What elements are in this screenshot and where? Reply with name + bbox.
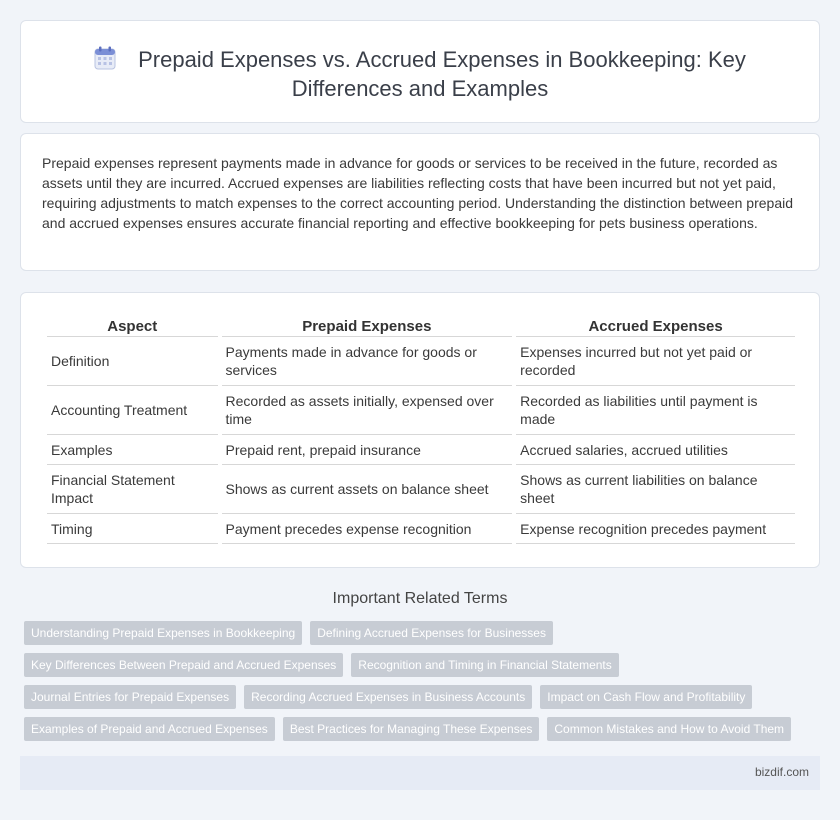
cell-aspect: Timing [47, 514, 218, 544]
related-term-tag[interactable]: Recording Accrued Expenses in Business Accounts [244, 685, 532, 709]
related-term-tag[interactable]: Best Practices for Managing These Expenses [283, 717, 540, 741]
related-term-tag[interactable]: Key Differences Between Prepaid and Accrued Expenses [24, 653, 343, 677]
footer-bar [20, 756, 820, 790]
cell-aspect: Accounting Treatment [47, 386, 218, 435]
header-accrued: Accrued Expenses [516, 314, 795, 337]
intro-paragraph: Prepaid expenses represent payments made in advance for goods or services to be received in the future, recorded as assets until they are incurred. Accrued expenses are liabilities reflecting costs that have been incurred but not yet paid, requiring adjustments to match expenses to the correct accounting period. Understanding the distinction between prepaid and accrued expenses ensures accurate financial reporting and effective bookkeeping for pets business operations. [42, 155, 794, 231]
related-term-tag[interactable]: Journal Entries for Prepaid Expenses [24, 685, 236, 709]
cell-accrued: Shows as current liabilities on balance sheet [516, 465, 795, 514]
related-term-tag[interactable]: Examples of Prepaid and Accrued Expenses [24, 717, 275, 741]
page-title [21, 45, 819, 103]
cell-aspect: Financial Statement Impact [47, 465, 218, 514]
cell-aspect: Examples [47, 435, 218, 465]
cell-accrued: Expense recognition precedes payment [516, 514, 795, 544]
cell-accrued: Recorded as liabilities until payment is made [516, 386, 795, 435]
comparison-card [20, 292, 820, 568]
calendar-icon [94, 46, 116, 70]
site-credit[interactable]: bizdif.com [754, 765, 809, 779]
header-aspect: Aspect [47, 314, 218, 337]
cell-prepaid: Payment precedes expense recognition [222, 514, 513, 544]
table-row [47, 337, 795, 386]
cell-accrued: Expenses incurred but not yet paid or recorded [516, 337, 795, 386]
cell-prepaid: Shows as current assets on balance sheet [222, 465, 513, 514]
header-card [20, 20, 820, 123]
intro-card [20, 133, 820, 271]
related-term-tag[interactable]: Understanding Prepaid Expenses in Bookkeeping [24, 621, 302, 645]
table-row [47, 435, 795, 465]
title-line-2: Differences and Examples [291, 76, 549, 101]
title-line-1: Prepaid Expenses vs. Accrued Expenses in Bookkeeping: Key [138, 47, 746, 72]
related-term-tag[interactable]: Defining Accrued Expenses for Businesses [310, 621, 553, 645]
table-row [47, 465, 795, 514]
cell-accrued: Accrued salaries, accrued utilities [516, 435, 795, 465]
related-terms-list [24, 621, 824, 749]
cell-aspect: Definition [47, 337, 218, 386]
table-header-row [47, 314, 795, 337]
table-row [47, 514, 795, 544]
related-terms-title: Important Related Terms [332, 590, 508, 607]
table-row [47, 386, 795, 435]
related-term-tag[interactable]: Impact on Cash Flow and Profitability [540, 685, 752, 709]
comparison-table [43, 314, 799, 544]
related-term-tag[interactable]: Recognition and Timing in Financial Statements [351, 653, 618, 677]
cell-prepaid: Recorded as assets initially, expensed over time [222, 386, 513, 435]
related-term-tag[interactable]: Common Mistakes and How to Avoid Them [547, 717, 791, 741]
cell-prepaid: Prepaid rent, prepaid insurance [222, 435, 513, 465]
header-prepaid: Prepaid Expenses [222, 314, 513, 337]
cell-prepaid: Payments made in advance for goods or services [222, 337, 513, 386]
